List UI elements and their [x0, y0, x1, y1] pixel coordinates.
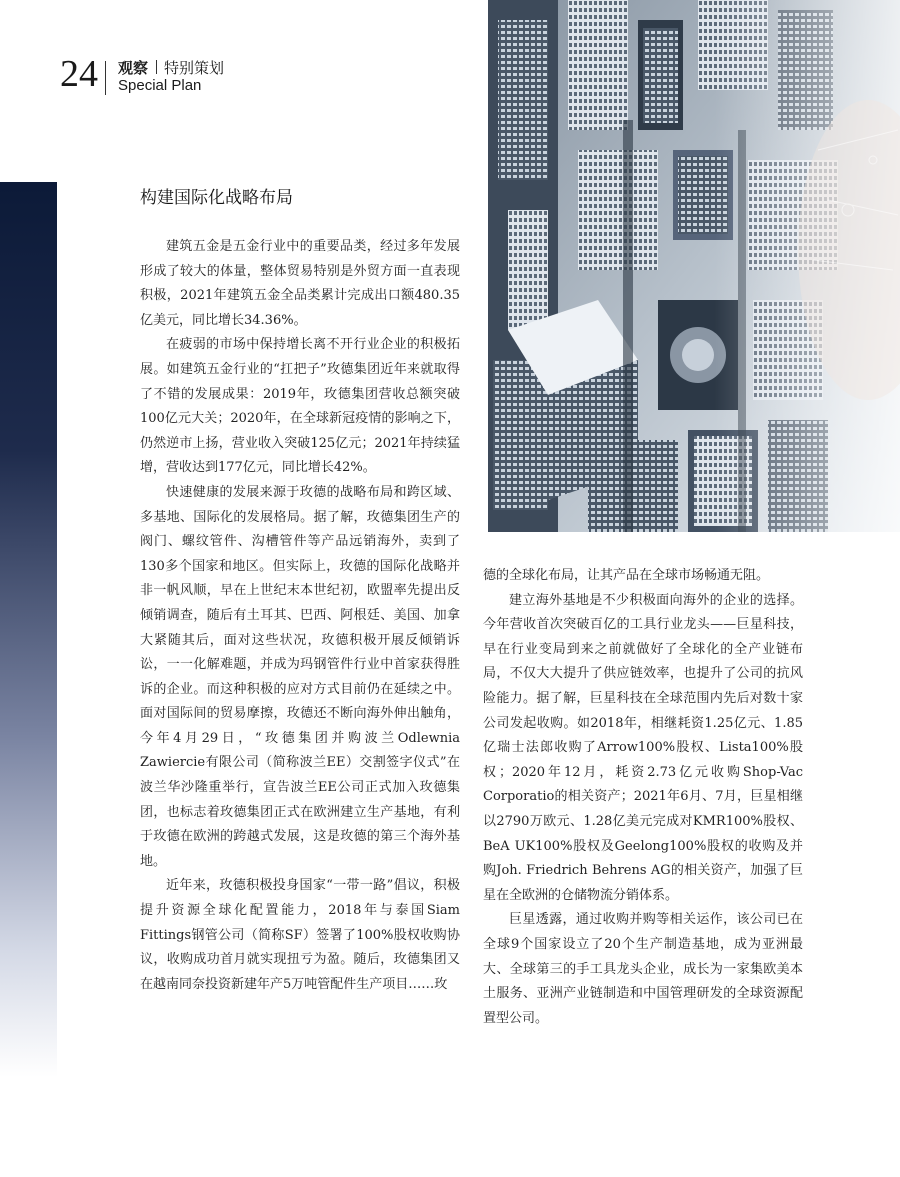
- article-section-title: 构建国际化战略布局: [140, 188, 293, 208]
- header-category: 观察: [118, 59, 149, 77]
- article-right-column: [483, 564, 803, 1031]
- article-paragraph: 巨星透露，通过收购并购等相关运作，该公司已在全球9个国家设立了20个生产制造基地，成为亚洲最大、全球第三的手工具龙头企业，成长为一家集欧美本土服务、亚洲产业链制造和中国管理研发的全球资源配置型公司。: [483, 912, 803, 1026]
- page-number: 24: [60, 53, 98, 95]
- header-section: 特别策划: [164, 59, 225, 77]
- article-paragraph: 建筑五金是五金行业中的重要品类，经过多年发展形成了较大的体量，整体贸易特别是外贸方面一直表现积极，2021年建筑五金全品类累计完成出口额480.35亿美元，同比增长34.36%。: [140, 239, 460, 328]
- header-separator: [156, 60, 157, 74]
- header-section-english: Special Plan: [118, 77, 202, 94]
- decorative-side-bar: [0, 182, 57, 1077]
- article-paragraph: 近年来，玫德积极投身国家“一带一路”倡议，积极提升资源全球化配置能力，2018年与泰国Siam Fittings钢管公司（简称SF）签署了100%股权收购协议，收购成功首月就实现扭亏为盈。随后，玫德集团又在越南同奈投资新建年产5万吨管配件生产项目……玫: [140, 878, 460, 992]
- article-paragraph: 建立海外基地是不少积极面向海外的企业的选择。今年营收首次突破百亿的工具行业龙头——巨星科技，早在行业变局到来之前就做好了全球化的全产业链布局，不仅大大提升了供应链效率，也提升了公司的抗风险能力。据了解，巨星科技在全球范围内先后对数十家公司发起收购。如2018年，相继耗资1.25亿元、1.85亿瑞士法郎收购了Arrow100%股权、Lista100%股权；2020年12月，耗资2.73亿元收购Shop-Vac Corporatio的相关资产；2021年6月、7月，巨星相继以2790万欧元、1.28亿美元完成对KMR100%股权、BeA UK100%股权及Geelong100%股权的收购及并购Joh. Friedrich Behrens AG的相关资产，加强了巨星在全欧洲的仓储物流分销体系。: [483, 592, 803, 903]
- header-divider: [105, 61, 106, 95]
- article-paragraph: 快速健康的发展来源于玫德的战略布局和跨区域、多基地、国际化的发展格局。据了解，玫德集团生产的阀门、螺纹管件、沟槽管件等产品远销海外，卖到了130多个国家和地区。但实际上，玫德的国际化战略并非一帆风顺，早在上世纪末本世纪初，欧盟率先提出反倾销调查，随后有土耳其、巴西、阿根廷、美国、加拿大紧随其后，面对这些状况，玫德积极开展反倾销诉讼，一一化解难题，并成为玛钢管件行业中首家获得胜诉的企业。而这种积极的应对方式目前仍在延续之中。面对国际间的贸易摩擦，玫德还不断向海外伸出触角，今年4月29日，“玫德集团并购波兰Odlewnia Zawiercie有限公司（简称波兰EE）交割签字仪式”在波兰华沙隆重举行，宣告波兰EE公司正式加入玫德集团，也标志着玫德集团正式在欧洲建立生产基地，有利于玫德在欧洲的跨越式发展，这是玫德的第三个海外基地。: [140, 484, 460, 869]
- article-left-column: [140, 235, 460, 997]
- header-category-line: [118, 57, 224, 78]
- article-paragraph: 在疲弱的市场中保持增长离不开行业企业的积极拓展。如建筑五金行业的“扛把子”玫德集团近年来就取得了不错的发展成果：2019年，玫德集团营收总额突破100亿元大关；2020年，在全球新冠疫情的影响之下，仍然逆市上扬，营业收入突破125亿元；2021年持续猛增，营收达到177亿元，同比增长42%。: [140, 337, 460, 476]
- article-paragraph-continuation: 德的全球化布局，让其产品在全球市场畅通无阻。: [483, 568, 770, 583]
- city-aerial-view-photo: [488, 0, 900, 532]
